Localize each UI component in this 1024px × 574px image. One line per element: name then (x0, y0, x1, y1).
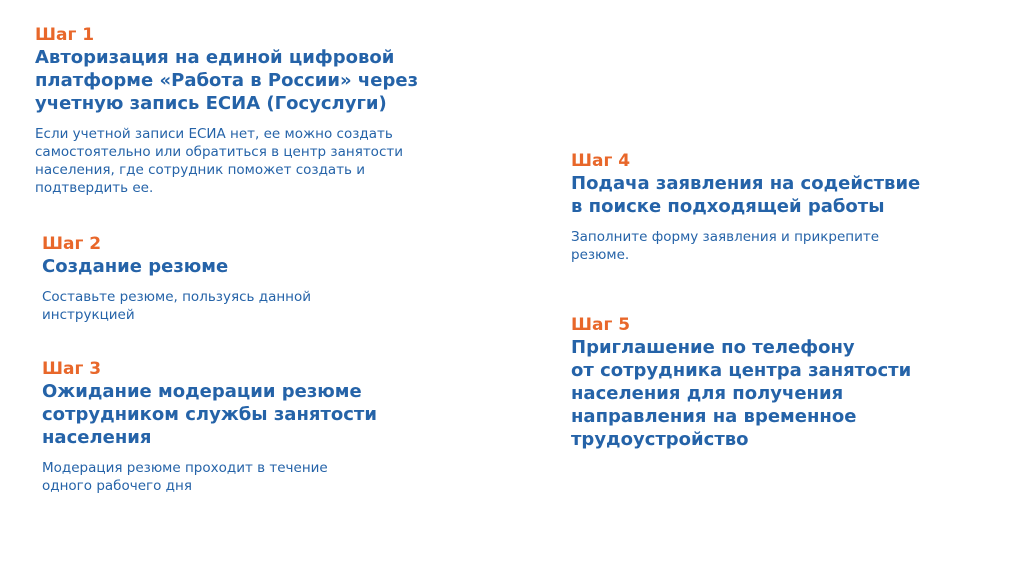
step-2 (42, 233, 442, 324)
step-1-title: Авторизация на единой цифровой платформе «Работа в России» через учетную запись ЕСИА (Госуслуги) (35, 47, 419, 114)
step-2-title: Создание резюме (42, 256, 229, 277)
step-1-description: Если учетной записи ЕСИА нет, ее можно создать самостоятельно или обратиться в центр занятости населения, где сотрудник поможет создать и подтвердить ее. (35, 126, 404, 196)
step-2-label: Шаг 2 (42, 234, 102, 254)
step-3-label: Шаг 3 (42, 359, 102, 379)
step-1 (35, 24, 475, 197)
step-4-description: Заполните форму заявления и прикрепите резюме. (571, 229, 880, 263)
step-4-label: Шаг 4 (571, 151, 631, 171)
step-3-description: Модерация резюме проходит в течение одного рабочего дня (42, 460, 328, 494)
step-5-title: Приглашение по телефону от сотрудника центра занятости населения для получения направления на временное трудоустройство (571, 337, 912, 450)
step-1-label: Шаг 1 (35, 25, 95, 45)
step-3 (42, 358, 442, 495)
step-2-description: Составьте резюме, пользуясь данной инструкцией (42, 289, 312, 323)
step-5-label: Шаг 5 (571, 315, 631, 335)
step-4-title: Подача заявления на содействие в поиске подходящей работы (571, 173, 921, 217)
step-4 (571, 150, 991, 264)
step-5 (571, 314, 991, 451)
step-3-title: Ожидание модерации резюме сотрудником службы занятости населения (42, 381, 377, 448)
